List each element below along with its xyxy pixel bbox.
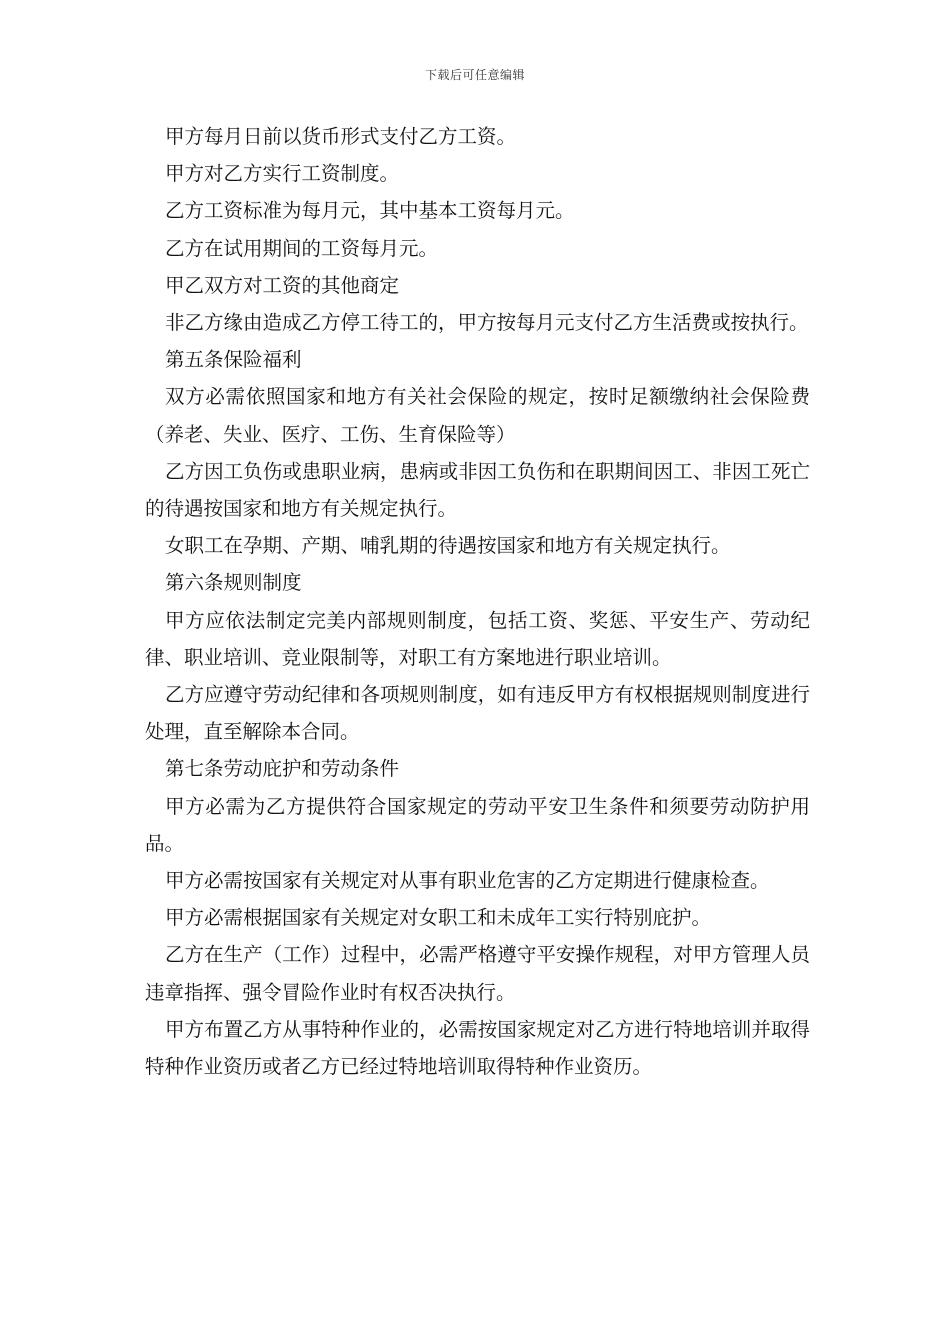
section-heading: 第五条保险福利	[165, 348, 302, 372]
document-body	[145, 118, 810, 1085]
paragraph: 甲方布置乙方从事特种作业的，必需按国家规定对乙方进行特地培训并取得特种作业资历或者乙方已经过特地培训取得特种作业资历。	[145, 1017, 810, 1079]
paragraph: 甲方每月日前以货币形式支付乙方工资。	[165, 125, 517, 148]
paragraph: 乙方应遵守劳动纪律和各项规则制度，如有违反甲方有权根据规则制度进行处理，直至解除本合同。	[145, 683, 810, 744]
section-heading: 第六条规则制度	[165, 571, 302, 595]
paragraph: 女职工在孕期、产期、哺乳期的待遇按国家和地方有关规定执行。	[165, 534, 731, 558]
paragraph: 甲方对乙方实行工资制度。	[165, 162, 400, 186]
paragraph: 甲方必需为乙方提供符合国家规定的劳动平安卫生条件和须要劳动防护用品。	[145, 794, 810, 855]
paragraph: 甲乙双方对工资的其他商定	[165, 273, 400, 297]
section-heading: 第七条劳动庇护和劳动条件	[165, 757, 400, 781]
paragraph: 双方必需依照国家和地方有关社会保险的规定，按时足额缴纳社会保险费（养老、失业、医疗、工伤、生育保险等）	[145, 385, 810, 446]
paragraph: 甲方必需按国家有关规定对从事有职业危害的乙方定期进行健康检查。	[165, 869, 770, 893]
paragraph: 乙方工资标准为每月元，其中基本工资每月元。	[165, 199, 575, 223]
page-header: 下载后可任意编辑	[424, 68, 525, 82]
paragraph: 乙方在试用期间的工资每月元。	[165, 236, 439, 260]
paragraph: 甲方必需根据国家有关规定对女职工和未成年工实行特别庇护。	[165, 906, 712, 930]
paragraph: 乙方因工负伤或患职业病，患病或非因工负伤和在职期间因工、非因工死亡的待遇按国家和地方有关规定执行。	[145, 459, 810, 521]
paragraph: 乙方在生产（工作）过程中，必需严格遵守平安操作规程，对甲方管理人员违章指挥、强令冒险作业时有权否决执行。	[145, 943, 810, 1004]
paragraph: 非乙方缘由造成乙方停工待工的，甲方按每月元支付乙方生活费或按执行。	[165, 311, 809, 335]
paragraph: 甲方应依法制定完美内部规则制度，包括工资、奖惩、平安生产、劳动纪律、职业培训、竞业限制等，对职工有方案地进行职业培训。	[145, 608, 810, 669]
